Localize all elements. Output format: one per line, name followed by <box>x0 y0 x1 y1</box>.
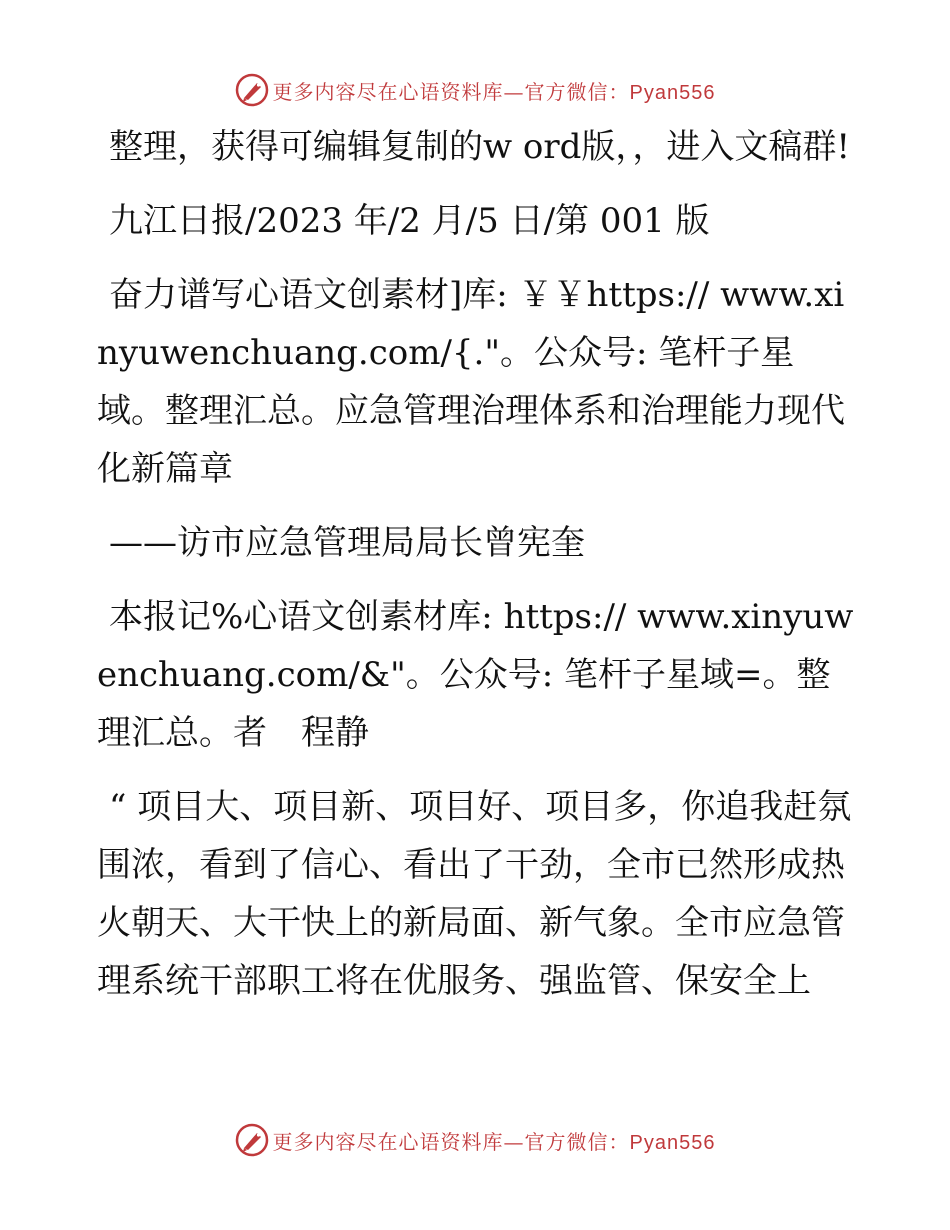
paragraph-intro: 整理，获得可编辑复制的w ord版，，进入文稿群! <box>109 127 851 167</box>
paragraph-subtitle: ——访市应急管理局局长曾宪奎 <box>109 523 585 563</box>
banner-main-text: 更多内容尽在心语资料库—官方微信： <box>272 1129 630 1154</box>
paragraph-byline: 本报记%心语文创素材库: https:// www.xinyuwenchuang.com/&"。公众号: 笔杆子星域=。整理汇总。者 程静 <box>97 597 854 753</box>
banner-wechat-id: Pyan556 <box>629 81 716 104</box>
pen-logo-icon <box>235 1123 269 1157</box>
pen-logo-icon <box>235 73 269 107</box>
banner-main-text: 更多内容尽在心语资料库—官方微信： <box>272 79 630 104</box>
banner-wechat-id: Pyan556 <box>629 1131 716 1154</box>
footer-banner <box>0 1120 950 1160</box>
header-banner <box>0 70 950 110</box>
paragraph-body: “ 项目大、项目新、项目好、项目多，你追我赶氛围浓，看到了信心、看出了干劲，全市已然形成热火朝天、大干快上的新局面、新气象。全市应急管理系统干部职工将在优服务、强监管、保安全上 <box>97 787 852 1001</box>
paragraph-source: 九江日报/2023 年/2 月/5 日/第 001 版 <box>109 201 710 241</box>
banner-text <box>273 76 716 105</box>
document-body <box>97 118 857 1010</box>
paragraph-headline: 奋力谱写心语文创素材]库: ￥￥https:// www.xinyuwenchuang.com/{."。公众号: 笔杆子星域。整理汇总。应急管理治理体系和治理能力现代化新篇章 <box>97 275 845 489</box>
banner-text <box>273 1126 716 1155</box>
